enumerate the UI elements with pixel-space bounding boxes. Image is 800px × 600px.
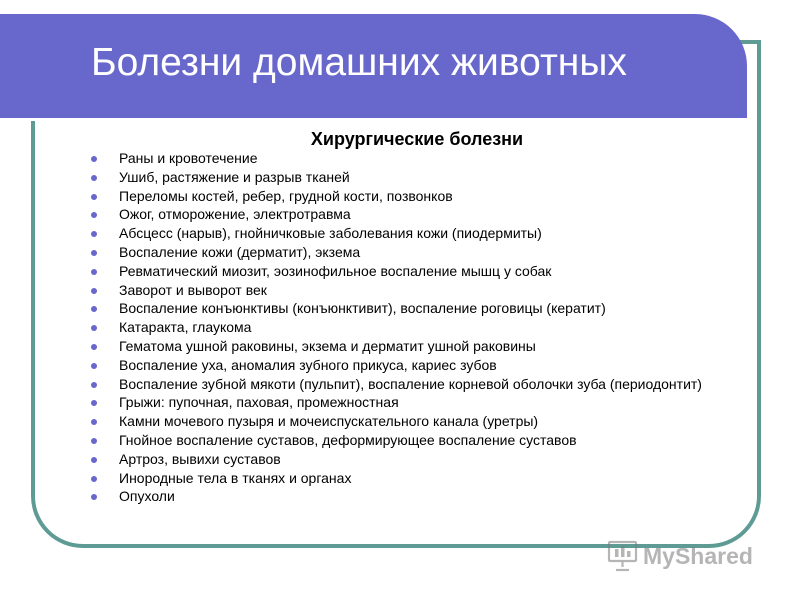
bullet-dot-icon bbox=[91, 419, 97, 425]
bullet-dot-icon bbox=[91, 494, 97, 500]
bullet-text: Заворот и выворот век bbox=[119, 281, 267, 298]
bullet-dot-icon bbox=[91, 269, 97, 275]
bullet-dot-icon bbox=[91, 325, 97, 331]
bullet-item bbox=[90, 339, 730, 354]
bullet-dot-icon bbox=[91, 212, 97, 218]
bullet-text: Воспаление кожи (дерматит), экзема bbox=[119, 243, 361, 260]
bullet-list bbox=[90, 151, 730, 508]
bullet-dot-icon bbox=[91, 400, 97, 406]
bullet-text: Абсцесс (нарыв), гнойничковые заболевания кожи (пиодермиты) bbox=[119, 225, 542, 242]
bullet-item bbox=[90, 414, 730, 429]
svg-text:MyShared: MyShared bbox=[643, 543, 753, 569]
bullet-text: Ушиб, растяжение и разрыв тканей bbox=[119, 168, 350, 185]
bullet-item bbox=[90, 170, 730, 185]
bullet-item bbox=[90, 320, 730, 335]
bullet-item bbox=[90, 377, 730, 392]
page-title: Болезни домашних животных bbox=[91, 41, 627, 84]
bullet-dot-icon bbox=[91, 288, 97, 294]
bullet-item bbox=[90, 189, 730, 204]
section-heading: Хирургические болезни bbox=[310, 129, 524, 149]
bullet-dot-icon bbox=[91, 156, 97, 162]
bullet-text: Катаракта, глаукома bbox=[119, 319, 252, 336]
bullet-text: Воспаление конъюнктивы (конъюнктивит), воспаление роговицы (кератит) bbox=[119, 300, 606, 317]
bullet-item bbox=[90, 452, 730, 467]
bullet-dot-icon bbox=[91, 438, 97, 444]
bullet-dot-icon bbox=[91, 382, 97, 388]
bullet-dot-icon bbox=[91, 250, 97, 256]
bullet-text: Грыжи: пупочная, паховая, промежностная bbox=[119, 394, 399, 411]
bullet-text: Воспаление зубной мякоти (пульпит), воспаление корневой оболочки зуба (периодонтит) bbox=[119, 375, 702, 392]
bullet-item bbox=[90, 489, 730, 504]
bullet-text: Опухоли bbox=[119, 488, 175, 505]
bullet-text: Ожог, отморожение, электротравма bbox=[119, 206, 351, 223]
bullet-item bbox=[90, 358, 730, 373]
bullet-dot-icon bbox=[91, 194, 97, 200]
bullet-text: Камни мочевого пузыря и мочеиспускательного канала (уретры) bbox=[119, 413, 539, 430]
bullet-item bbox=[90, 471, 730, 486]
bullet-item bbox=[90, 226, 730, 241]
bullet-dot-icon bbox=[91, 344, 97, 350]
bullet-item bbox=[90, 433, 730, 448]
presentation-board-icon bbox=[609, 542, 636, 570]
title-divider bbox=[0, 118, 708, 121]
bullet-text: Воспаление уха, аномалия зубного прикуса, кариес зубов bbox=[119, 356, 497, 373]
bullet-item bbox=[90, 245, 730, 260]
bullet-text: Гнойное воспаление суставов, деформирующее воспаление суставов bbox=[119, 431, 577, 448]
bullet-item bbox=[90, 207, 730, 222]
bullet-text: Инородные тела в тканях и органах bbox=[119, 469, 352, 486]
bullet-dot-icon bbox=[91, 476, 97, 482]
bullet-text: Раны и кровотечение bbox=[119, 150, 258, 166]
bullet-item bbox=[90, 395, 730, 410]
bullet-dot-icon bbox=[91, 231, 97, 237]
bullet-dot-icon bbox=[91, 363, 97, 369]
bullet-dot-icon bbox=[91, 457, 97, 463]
bullet-item bbox=[90, 301, 730, 316]
bullet-text: Ревматический миозит, эозинофильное воспаление мышц у собак bbox=[119, 262, 552, 279]
bullet-text: Гематома ушной раковины, экзема и дерматит ушной раковины bbox=[119, 337, 536, 354]
bullet-item bbox=[90, 264, 730, 279]
bullet-dot-icon bbox=[91, 306, 97, 312]
myshared-watermark bbox=[606, 536, 766, 576]
bullet-dot-icon bbox=[91, 175, 97, 181]
bullet-item bbox=[90, 283, 730, 298]
bullet-item bbox=[90, 151, 730, 166]
bullet-text: Артроз, вывихи суставов bbox=[119, 450, 281, 467]
bullet-text: Переломы костей, ребер, грудной кости, позвонков bbox=[119, 187, 453, 204]
